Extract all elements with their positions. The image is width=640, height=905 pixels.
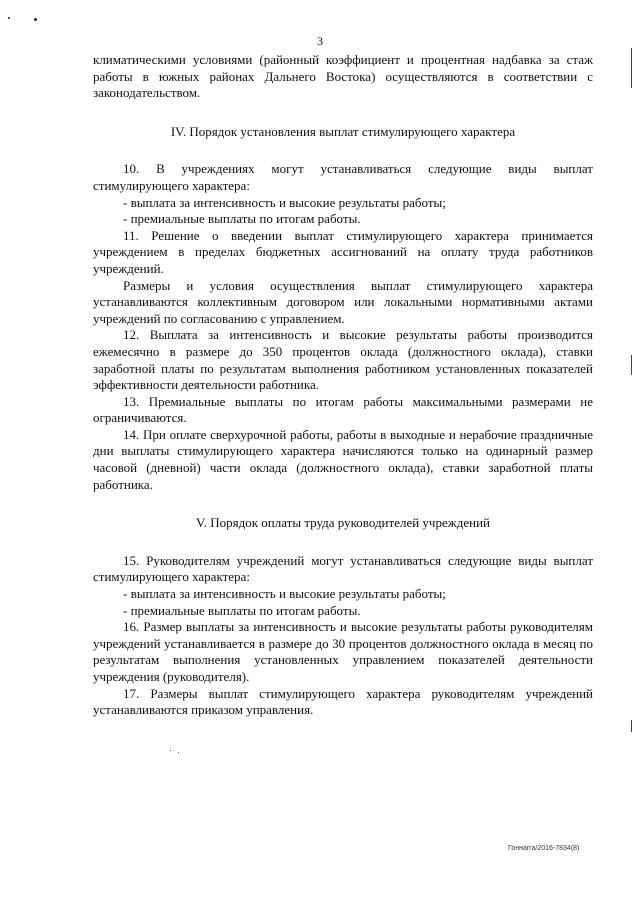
- clause-13: 13. Премиальные выплаты по итогам работы максимальными размерами не ограничиваются.: [93, 393, 593, 426]
- scan-edge-line-2: [631, 355, 632, 375]
- section-iv-heading: IV. Порядок установления выплат стимулирующего характера: [170, 123, 516, 139]
- scan-speck-2: [178, 752, 179, 753]
- intro-paragraph: климатическими условиями (районный коэффициент и процентная надбавка за стаж работы в южных районах Дальнего Востока) осуществляются в соответствии с законодательством.: [93, 52, 593, 101]
- clause-15-item-2: - премиальные выплаты по итогам работы.: [123, 602, 361, 618]
- clause-10: 10. В учреждениях могут устанавливаться следующие виды выплат стимулирующего характера:: [93, 161, 593, 193]
- scan-edge-line: [631, 48, 632, 88]
- scan-mark-left-2: [34, 18, 37, 21]
- clause-10-item-1: - выплата за интенсивность и высокие результаты работы;: [123, 194, 446, 210]
- clause-17: 17. Размеры выплат стимулирующего характера руководителям учреждений устанавливаются приказом управления.: [93, 685, 593, 718]
- clause-16: 16. Размер выплаты за интенсивность и высокие результаты работы руководителям учреждений устанавливается в размере до 30 процентов должностного оклада в месяц по результатам выполнения установленных управлением показателей деятельности учреждения (руководителя).: [93, 619, 593, 684]
- clause-15-item-1: - выплата за интенсивность и высокие результаты работы;: [123, 586, 446, 602]
- clause-11: 11. Решение о введении выплат стимулирующего характера принимается учреждением в пределах бюджетных ассигнований на оплату труда работников учреждений.: [93, 227, 593, 276]
- clause-14: 14. При оплате сверхурочной работы, работы в выходные и нерабочие праздничные дни выплаты стимулирующего характера начисляются только на одинарный размер часовой (дневной) части оклада (должностного оклада), ставки заработной платы работника.: [93, 426, 593, 492]
- footer-document-code: Гоннаrra/2016-7834(8): [508, 845, 580, 852]
- page-number: 3: [317, 34, 323, 48]
- clause-10-item-2: - премиальные выплаты по итогам работы.: [123, 211, 361, 227]
- scan-edge-line-3: [631, 720, 632, 732]
- clause-15: 15. Руководителям учреждений могут устанавливаться следующие виды выплат стимулирующего характера:: [93, 552, 593, 585]
- document-body: [93, 52, 593, 719]
- section-v-heading: V. Порядок оплаты труда руководителей учреждений: [196, 515, 490, 531]
- scan-mark-left-1: [8, 17, 10, 19]
- clause-12: 12. Выплата за интенсивность и высокие результаты работы производится ежемесячно в размере до 350 процентов оклада (должностного оклада), ставки заработной платы по результатам выполнения работником установленных показателей эффективности деятельности работника.: [93, 327, 593, 393]
- scan-speck: [170, 750, 171, 751]
- clause-11-continuation: Размеры и условия осуществления выплат стимулирующего характера устанавливаются коллективным договором или локальными нормативными актами учреждений по согласованию с управлением.: [93, 277, 593, 326]
